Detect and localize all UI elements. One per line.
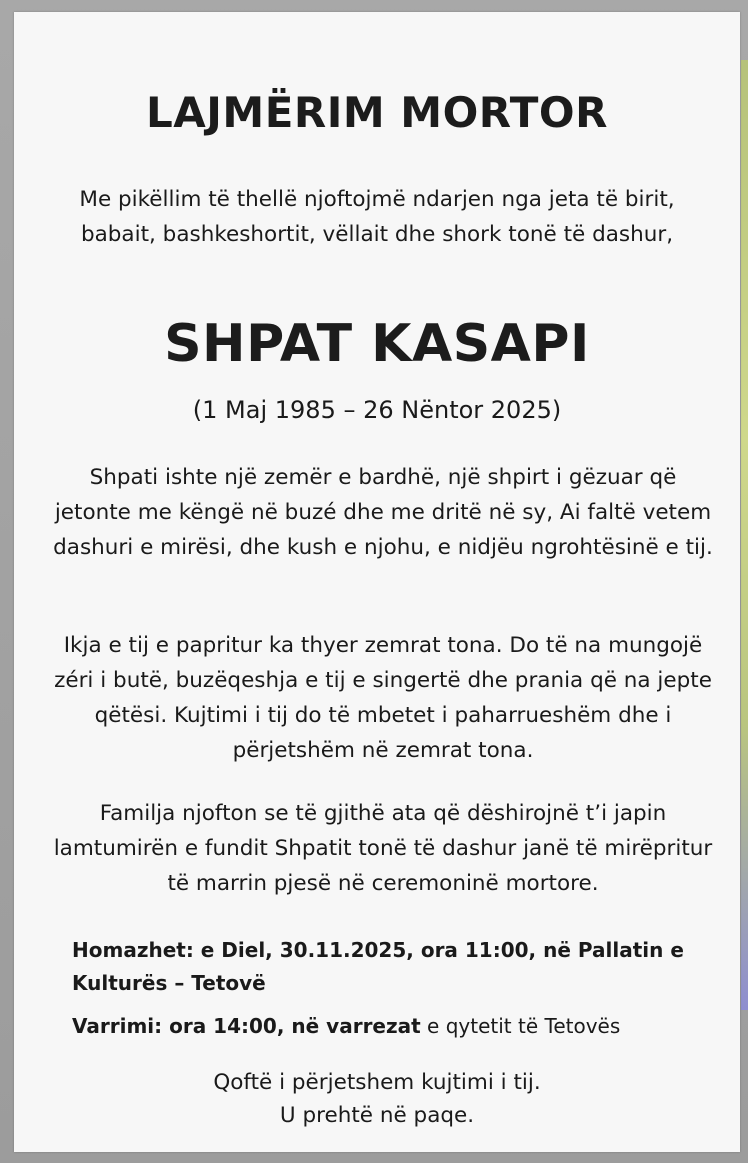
burial-details-bold: Varrimi: ora 14:00, në varrezat bbox=[72, 1014, 421, 1038]
burial-details-rest: e qytetit të Tetovës bbox=[420, 1014, 621, 1038]
loss-paragraph: Ikja e tij e papritur ka thyer zemrat tona. Do të na mungojë zéri i butë, buzëqeshja e tij e singertë dhe prania që na jepte qëtësi. Kujtimi i tij do të mbetet i paharrueshëm dhe i përjetshëm në zemrat tona. bbox=[54, 633, 712, 763]
obituary-card bbox=[14, 12, 740, 1152]
closing-line-1: Qoftë i përjetshem kujtimi i tij. bbox=[213, 1070, 541, 1095]
intro-text: Me pikëllim të thellë njoftojmë ndarjen nga jeta të birit, babait, bashkeshortit, vëllait dhe shork tonë të dashur, bbox=[79, 187, 675, 247]
tribute-paragraph: Shpati ishte një zemër e bardhë, një shpirt i gëzuar që jetonte me këngë në buzé dhe me dritë në sy, Ai faltë vetem dashuri e mirësi, dhe kush e njohu, e nidjëu ngrohtësinë e tij. bbox=[53, 465, 713, 560]
burial-details bbox=[72, 1010, 720, 1043]
homage-details: Homazhet: e Diel, 30.11.2025, ora 11:00, në Pallatin e Kulturës – Tetovë bbox=[72, 938, 684, 995]
notice-title: LAJMËRIM MORTOR bbox=[146, 88, 608, 137]
side-accent-strip bbox=[741, 60, 748, 1010]
ceremony-paragraph: Familja njofton se të gjithë ata që dëshirojnë t’i japin lamtumirën e fundit Shpatit tonë të dashur janë të mirëpritur të marrin pjesë në ceremoninë mortore. bbox=[53, 801, 713, 896]
deceased-name: SHPAT KASAPI bbox=[164, 314, 590, 374]
life-dates: (1 Maj 1985 – 26 Nëntor 2025) bbox=[192, 396, 562, 424]
closing-lines bbox=[14, 1066, 740, 1132]
closing-line-2: U prehtë në paqe. bbox=[279, 1103, 475, 1128]
